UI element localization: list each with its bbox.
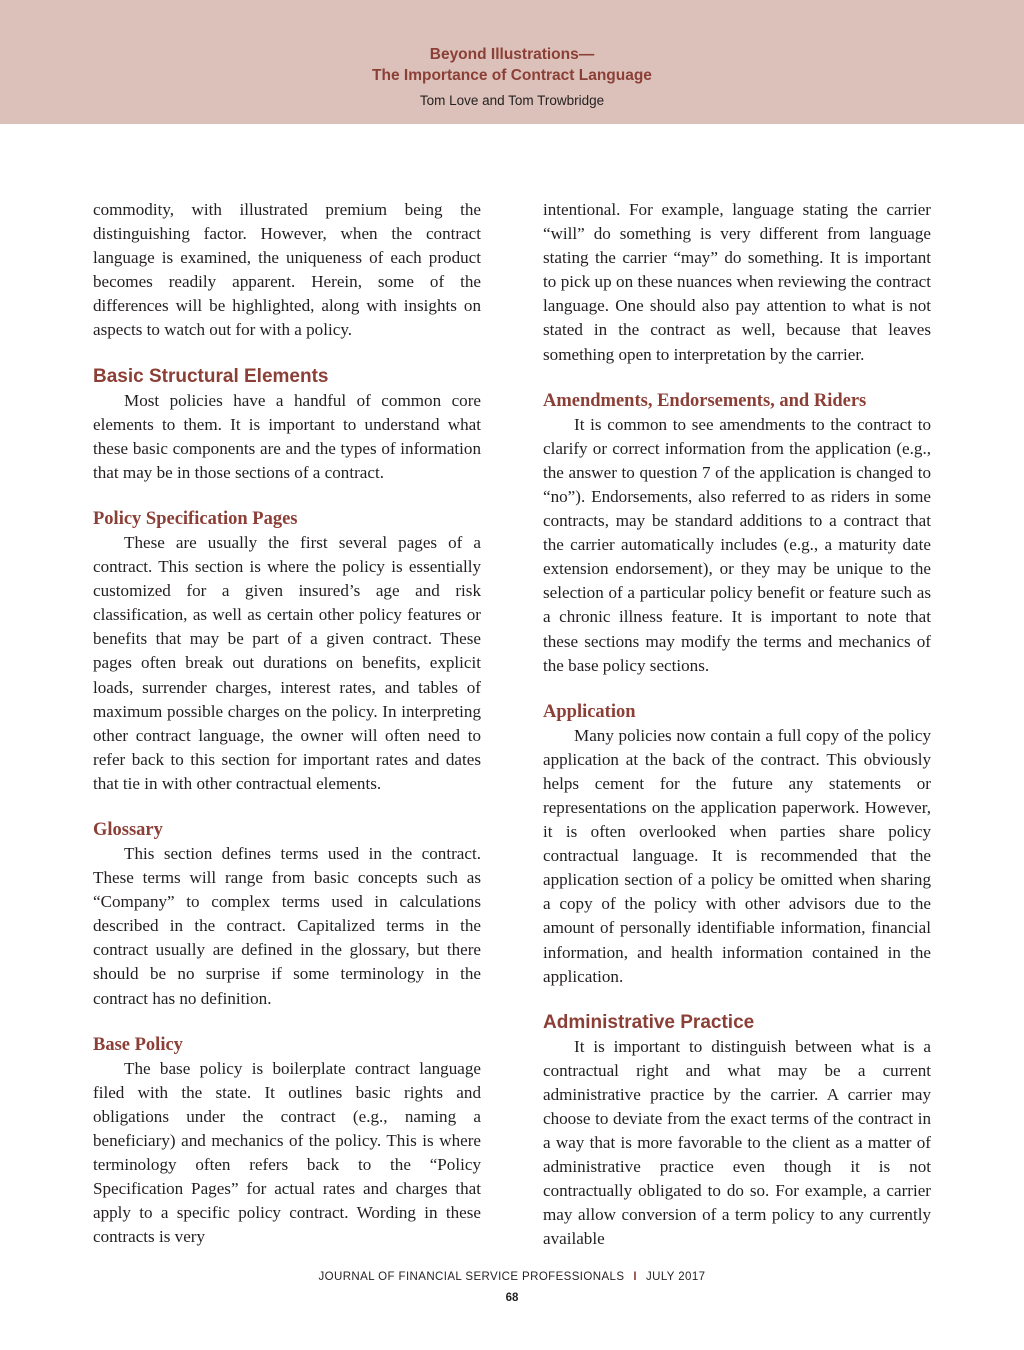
page-footer bbox=[0, 1271, 1024, 1283]
article-title bbox=[0, 44, 1024, 86]
heading-administrative-practice: Administrative Practice bbox=[543, 1011, 755, 1033]
paragraph-basic-structural-elements: Most policies have a handful of common core elements to them. It is important to understand what these basic components are and the types of information that may be in those sections of a contract. bbox=[93, 390, 481, 482]
issue-date: JULY 2017 bbox=[646, 1271, 706, 1283]
paragraph-amendments-endorsements-riders: It is common to see amendments to the contract to clarify or correct information from the application (e.g., the answer to question 7 of the application is changed to “no”). Endorsements, also referred to as riders in some contracts, may be standard additions to a contract that the carrier automatically includes (e.g., a maturity date extension endorsement), or they may be unique to the selection of a particular policy benefit or feature such as a chronic illness feature. It is important to note that these sections may modify the terms and mechanics of the base policy sections. bbox=[543, 414, 931, 675]
paragraph-administrative-practice: It is important to distinguish between what is a contractual right and what may be a current administrative practice by the carrier. A carrier may choose to deviate from the exact terms of the contract in a way that is more favorable to the client as a matter of administrative practice even though it is not contractually obligated to do so. For example, a carrier may allow conversion of a term policy to any currently available bbox=[543, 1036, 931, 1249]
page-number: 68 bbox=[505, 1292, 519, 1304]
article-header bbox=[0, 0, 1024, 124]
heading-base-policy: Base Policy bbox=[93, 1034, 183, 1055]
heading-amendments-endorsements-riders: Amendments, Endorsements, and Riders bbox=[543, 390, 867, 411]
footer-separator: I bbox=[633, 1271, 637, 1283]
right-column bbox=[543, 198, 931, 1252]
left-column bbox=[93, 198, 481, 1249]
heading-policy-specification-pages: Policy Specification Pages bbox=[93, 508, 298, 529]
continued-paragraph: intentional. For example, language stating the carrier “will” do something is very different from language stating the carrier “may” do something. It is important to pick up on these nuances when reviewing the contract language. One should also pay attention to what is not stated in the contract as well, because that leaves something open to interpretation by the carrier. bbox=[543, 200, 931, 364]
paragraph-policy-specification-pages: These are usually the first several pages of a contract. This section is where the policy is essentially customized for a given insured’s age and risk classification, as well as certain other policy features or benefits that may be part of a given contract. These pages often break out durations on benefits, explicit loads, surrender charges, interest rates, and tables of maximum possible charges on the policy. In interpreting other contract language, the owner will often need to refer back to this section for important rates and dates that tie in with other contractual elements. bbox=[93, 532, 481, 793]
paragraph-glossary: This section defines terms used in the contract. These terms will range from basic concepts such as “Company” to complex terms used in calculations described in the contract. Capitalized terms in the contract usually are defined in the glossary, but there should be no surprise if some terminology in the contract has no definition. bbox=[93, 843, 481, 1008]
heading-basic-structural-elements: Basic Structural Elements bbox=[93, 365, 329, 387]
intro-paragraph: commodity, with illustrated premium being the distinguishing factor. However, when the contract language is examined, the uniqueness of each product becomes readily apparent. Herein, some of the differences will be highlighted, along with insights on aspects to watch out for with a policy. bbox=[93, 200, 481, 340]
journal-name: JOURNAL OF FINANCIAL SERVICE PROFESSIONALS bbox=[318, 1271, 625, 1283]
paragraph-base-policy: The base policy is boilerplate contract language filed with the state. It outlines basic rights and obligations under the contract (e.g., naming a beneficiary) and mechanics of the policy. This is where terminology often refers back to the “Policy Specification Pages” for actual rates and charges that apply to a specific policy contract. Wording in these contracts is very bbox=[93, 1058, 481, 1247]
heading-glossary: Glossary bbox=[93, 819, 163, 840]
article-title-line-1: Beyond Illustrations— bbox=[429, 46, 595, 63]
article-authors: Tom Love and Tom Trowbridge bbox=[419, 93, 605, 108]
article-title-line-2: The Importance of Contract Language bbox=[372, 67, 652, 84]
paragraph-application: Many policies now contain a full copy of the policy application at the back of the contract. This obviously helps cement for the future any statements or representations on the application paperwork. However, it is often overlooked when parties share policy contractual language. It is recommended that the application section of a policy be omitted when sharing a copy of the policy with other advisors due to the amount of personally identifiable information, financial information, and health information contained in the application. bbox=[543, 725, 931, 986]
heading-application: Application bbox=[543, 701, 636, 722]
